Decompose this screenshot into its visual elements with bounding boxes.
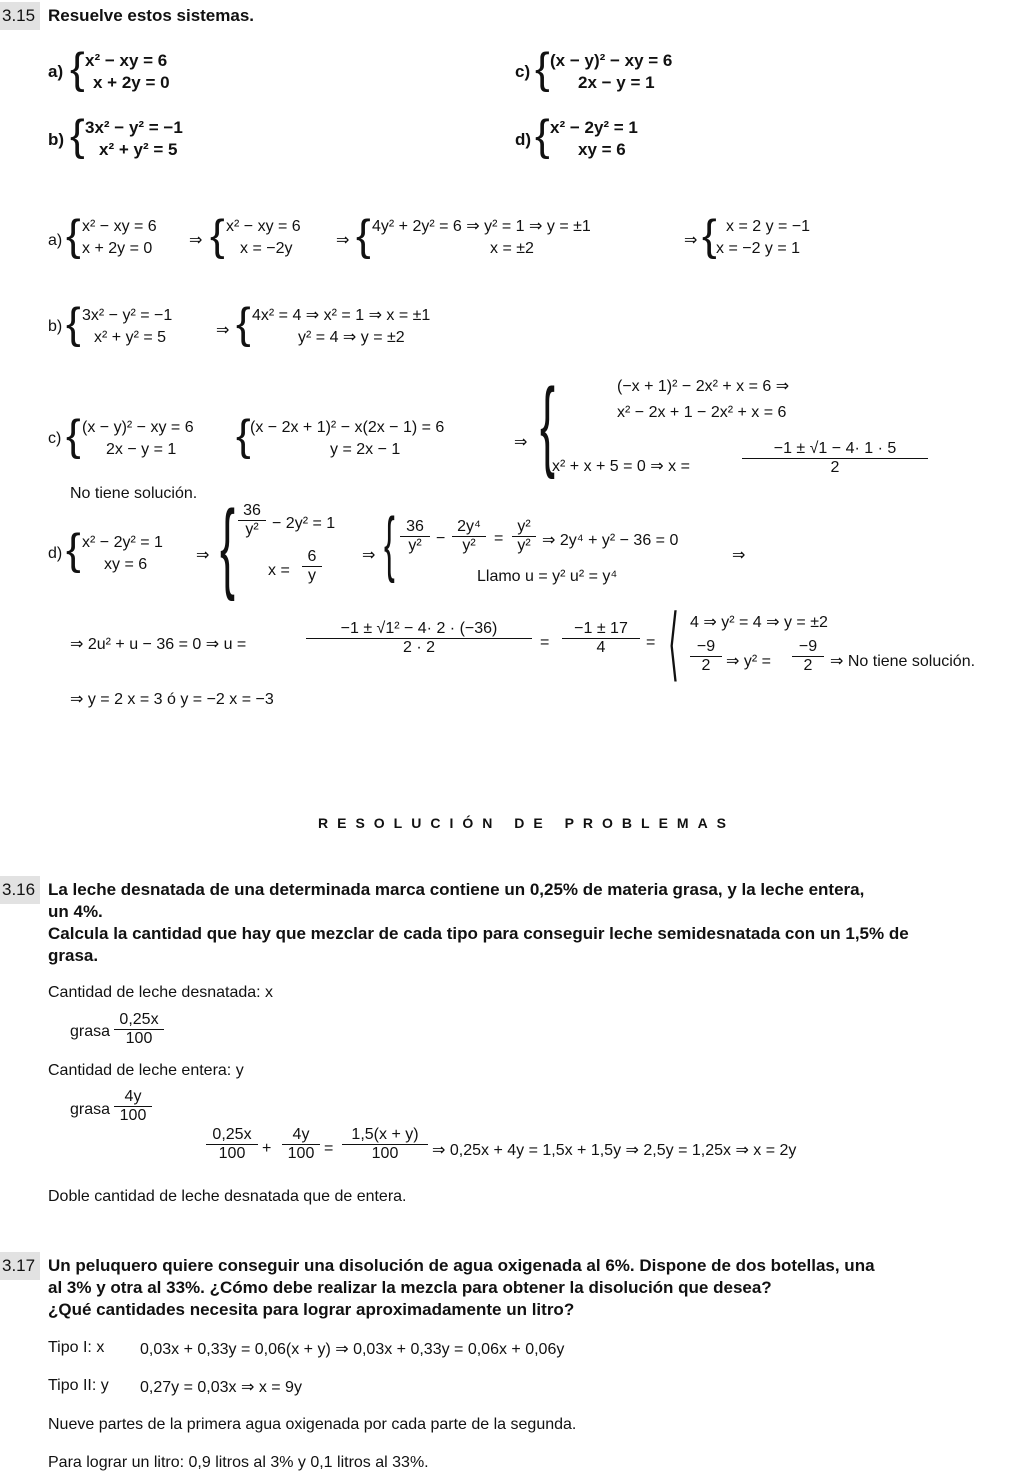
solution-c-step1: (x − y)² − xy = 6 2x − y = 1	[82, 419, 194, 458]
fraction: $\frac{-9}{2}$	[792, 638, 824, 675]
case-1: 4 ⇒ y² = 4 ⇒ y = ±2	[690, 614, 828, 631]
problem-statement: Un peluquero quiere conseguir una disolución de agua oxigenada al 6%. Dispone de dos botellas, una al 3% y otra al 33%. ¿Cómo debe realizar la mezcla para obtener la disolución que desea? ¿Qué cantidades necesita para lograr aproximadamente un litro?	[48, 1256, 875, 1319]
brace: {	[220, 490, 236, 602]
grasa-label: grasa	[70, 1023, 111, 1040]
system-d: x² − 2y² = 1 xy = 6	[550, 118, 638, 159]
tipo-2-label: Tipo II: y	[48, 1377, 109, 1394]
brace: {	[70, 111, 85, 160]
brace: {	[66, 525, 81, 574]
operator: =	[494, 530, 504, 547]
no-solution-note: ⇒ No tiene solución.	[830, 653, 976, 670]
system-a-label: a)	[48, 62, 64, 81]
solution-b-step1: 3x² − y² = −1 x² + y² = 5	[82, 307, 173, 346]
brace: {	[384, 504, 395, 584]
problem-statement: Resuelve estos sistemas.	[48, 6, 255, 25]
implies-arrow: ⇒	[216, 322, 230, 339]
solution-d-label: d)	[48, 545, 63, 562]
grasa-label: grasa	[70, 1101, 111, 1118]
brace: {	[702, 211, 717, 260]
implies-arrow: ⇒	[336, 232, 350, 249]
problem-number: 3.17	[0, 1252, 40, 1280]
brace: {	[66, 211, 81, 260]
implies-arrow: ⇒	[514, 434, 528, 451]
fraction: $\frac{0,25x}{100}$	[114, 1011, 164, 1048]
fraction: $\frac{\text{−1 ± √1² − 4· 2 · (−36)}}{2 \cdot 2}$	[306, 620, 532, 657]
solution-c-label: c)	[48, 430, 62, 447]
no-solution-note: No tiene solución.	[70, 485, 198, 502]
implies-arrow: ⇒	[732, 547, 746, 564]
brace: {	[236, 299, 251, 348]
fraction: $\frac{36}{\text{y²}}$	[400, 518, 430, 555]
system-d-label: d)	[515, 130, 532, 149]
brace: {	[210, 211, 225, 260]
problem-number: 3.16	[0, 876, 40, 904]
fraction: $\frac{\text{y²}}{\text{y²}}$	[512, 518, 536, 555]
tipo-1-label: Tipo I: x	[48, 1339, 105, 1356]
fraction: $\frac{1,5(x + y)}{100}$	[342, 1126, 428, 1163]
implies-arrow: ⇒	[189, 232, 203, 249]
definition-y: Cantidad de leche entera: y	[48, 1062, 244, 1079]
conclusion: Doble cantidad de leche desnatada que de entera.	[48, 1188, 407, 1205]
implies-arrow: ⇒	[362, 547, 376, 564]
operator: =	[646, 634, 656, 651]
equation: ⇒ 2y⁴ + y² − 36 = 0	[542, 532, 679, 549]
brace: {	[535, 44, 550, 93]
conclusion: Nueve partes de la primera agua oxigenada por cada parte de la segunda.	[48, 1416, 577, 1433]
solution-c-step2: (x − 2x + 1)² − x(2x − 1) = 6 y = 2x − 1	[250, 419, 445, 458]
case-2: ⇒ y² =	[726, 653, 771, 670]
equation: ⇒ 0,25x + 4y = 1,5x + 1,5y ⇒ 2,5y = 1,25x ⇒ x = 2y	[432, 1142, 797, 1159]
system-a: x² − xy = 6 x + 2y = 0	[85, 51, 170, 92]
system-b: 3x² − y² = −1 x² + y² = 5	[85, 118, 183, 159]
solution-c-step3-line2: x² − 2x + 1 − 2x² + x = 6	[617, 404, 787, 421]
fraction: $\frac{-9}{2}$	[690, 638, 722, 675]
solution-a-step2: x² − xy = 6 x = −2y	[226, 218, 301, 257]
substitution-note: Llamo u = y² u² = y⁴	[477, 568, 618, 585]
solution-b-label: b)	[48, 318, 63, 335]
fraction: $\frac{0,25x}{100}$	[206, 1126, 258, 1163]
solution-c-step3-line1: (−x + 1)² − 2x² + x = 6 ⇒	[617, 378, 790, 395]
fraction: $\frac{\text{2y⁴}}{\text{y²}}$	[452, 518, 486, 555]
equation: 0,27y = 0,03x ⇒ x = 9y	[140, 1379, 302, 1396]
solution-a-result: x = 2 y = −1 x = −2 y = 1	[716, 218, 811, 257]
final-result: ⇒ y = 2 x = 3 ó y = −2 x = −3	[70, 691, 274, 708]
brace: {	[356, 211, 371, 260]
section-heading: RESOLUCIÓN DE PROBLEMAS	[318, 815, 736, 831]
problem-number: 3.15	[0, 2, 40, 30]
operator: =	[540, 634, 550, 651]
system-c-label: c)	[515, 62, 531, 81]
operator: +	[262, 1140, 272, 1157]
implies-arrow: ⇒	[684, 232, 698, 249]
fraction: $\frac{36}{\text{y²}}$	[238, 502, 266, 539]
solution-b-step2: 4x² = 4 ⇒ x² = 1 ⇒ x = ±1 y² = 4 ⇒ y = ±2	[252, 307, 431, 346]
fraction: $\frac{-1 \pm √1 - 4\cdot 1 \cdot 5}{2}$	[742, 440, 928, 477]
equation: x =	[268, 562, 290, 579]
equation: − 2y² = 1	[272, 515, 336, 532]
system-c: (x − y)² − xy = 6 2x − y = 1	[550, 51, 673, 92]
solution-c-step3-line3: x² + x + 5 = 0 ⇒ x =	[552, 458, 690, 475]
solution-a-step3: 4y² + 2y² = 6 ⇒ y² = 1 ⇒ y = ±1 x = ±2	[372, 218, 591, 257]
problem-statement: La leche desnatada de una determinada marca contiene un 0,25% de materia grasa, y la leche entera, un 4%. Calcula la cantidad que hay que mezclar de cada tipo para conseguir leche semidesnatada con un 1,5% de grasa.	[48, 880, 909, 965]
system-b-label: b)	[48, 130, 65, 149]
definition-x: Cantidad de leche desnatada: x	[48, 984, 274, 1001]
brace: {	[535, 111, 550, 160]
brace: {	[66, 299, 81, 348]
fraction: $\frac{-1 \pm 17}{4}$	[562, 620, 640, 657]
brace: {	[66, 411, 81, 460]
brace: {	[70, 44, 85, 93]
implies-arrow: ⇒	[196, 547, 210, 564]
operator: −	[436, 530, 446, 547]
equation: 0,03x + 0,33y = 0,06(x + y) ⇒ 0,03x + 0,33y = 0,06x + 0,06y	[140, 1341, 565, 1358]
conclusion: Para lograr un litro: 0,9 litros al 3% y 0,1 litros al 33%.	[48, 1454, 429, 1471]
equation: ⇒ 2u² + u − 36 = 0 ⇒ u =	[70, 636, 247, 653]
brace: {	[236, 411, 251, 460]
brace: {	[540, 368, 556, 480]
operator: =	[324, 1140, 334, 1157]
fraction: $\frac{6}{y}$	[302, 548, 322, 585]
solution-d-step1: x² − 2y² = 1 xy = 6	[82, 534, 163, 573]
solution-a-step1: x² − xy = 6 x + 2y = 0	[82, 218, 157, 257]
solution-a-label: a)	[48, 232, 63, 249]
fraction: $\frac{4y}{100}$	[282, 1126, 320, 1163]
fraction: $\frac{4y}{100}$	[114, 1088, 152, 1125]
angle-bracket: ⟨	[668, 599, 679, 688]
